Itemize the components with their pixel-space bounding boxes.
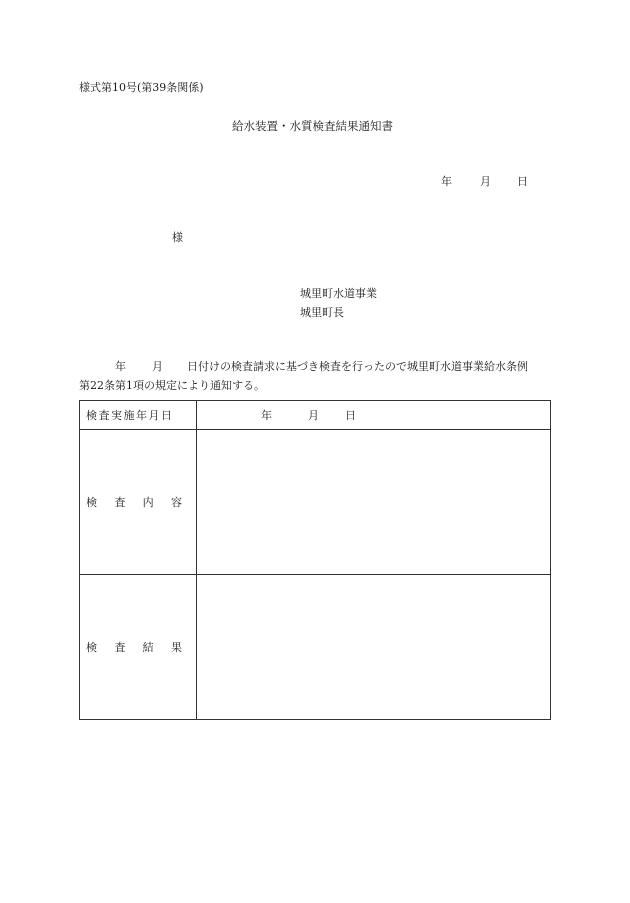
body-text-line-2: 第22条第1項の規定により通知する。 [79, 379, 265, 392]
inspection-content-field[interactable] [197, 430, 551, 575]
sender-organization: 城里町水道事業 [300, 287, 377, 300]
issue-date-line [441, 176, 528, 187]
inspection-result-row [80, 575, 551, 720]
inspection-date-label: 検査実施年月日 [80, 401, 197, 430]
body-text-line-1 [79, 361, 528, 372]
inspection-date-value[interactable] [197, 401, 551, 430]
body-month: 月 [152, 360, 163, 373]
issue-date-day: 日 [517, 175, 528, 188]
inspection-result-label: 検 査 結 果 [80, 575, 197, 720]
body-text-rest: 日付けの検査請求に基づき検査を行ったので城里町水道事業給水条例 [187, 360, 528, 373]
inspection-date-month: 月 [308, 409, 319, 422]
inspection-table [79, 400, 551, 720]
inspection-content-row [80, 430, 551, 575]
addressee-honorific: 様 [172, 231, 183, 244]
form-number: 様式第10号(第39条関係) [79, 81, 204, 94]
sender-mayor: 城里町長 [300, 306, 344, 319]
body-year: 年 [115, 360, 126, 373]
inspection-date-day: 日 [345, 409, 356, 422]
issue-date-month: 月 [480, 175, 491, 188]
inspection-date-row [80, 401, 551, 430]
inspection-result-field[interactable] [197, 575, 551, 720]
inspection-date-year: 年 [261, 409, 272, 422]
document-title: 給水装置・水質検査結果通知書 [232, 119, 393, 133]
inspection-content-label: 検 査 内 容 [80, 430, 197, 575]
issue-date-year: 年 [441, 175, 452, 188]
